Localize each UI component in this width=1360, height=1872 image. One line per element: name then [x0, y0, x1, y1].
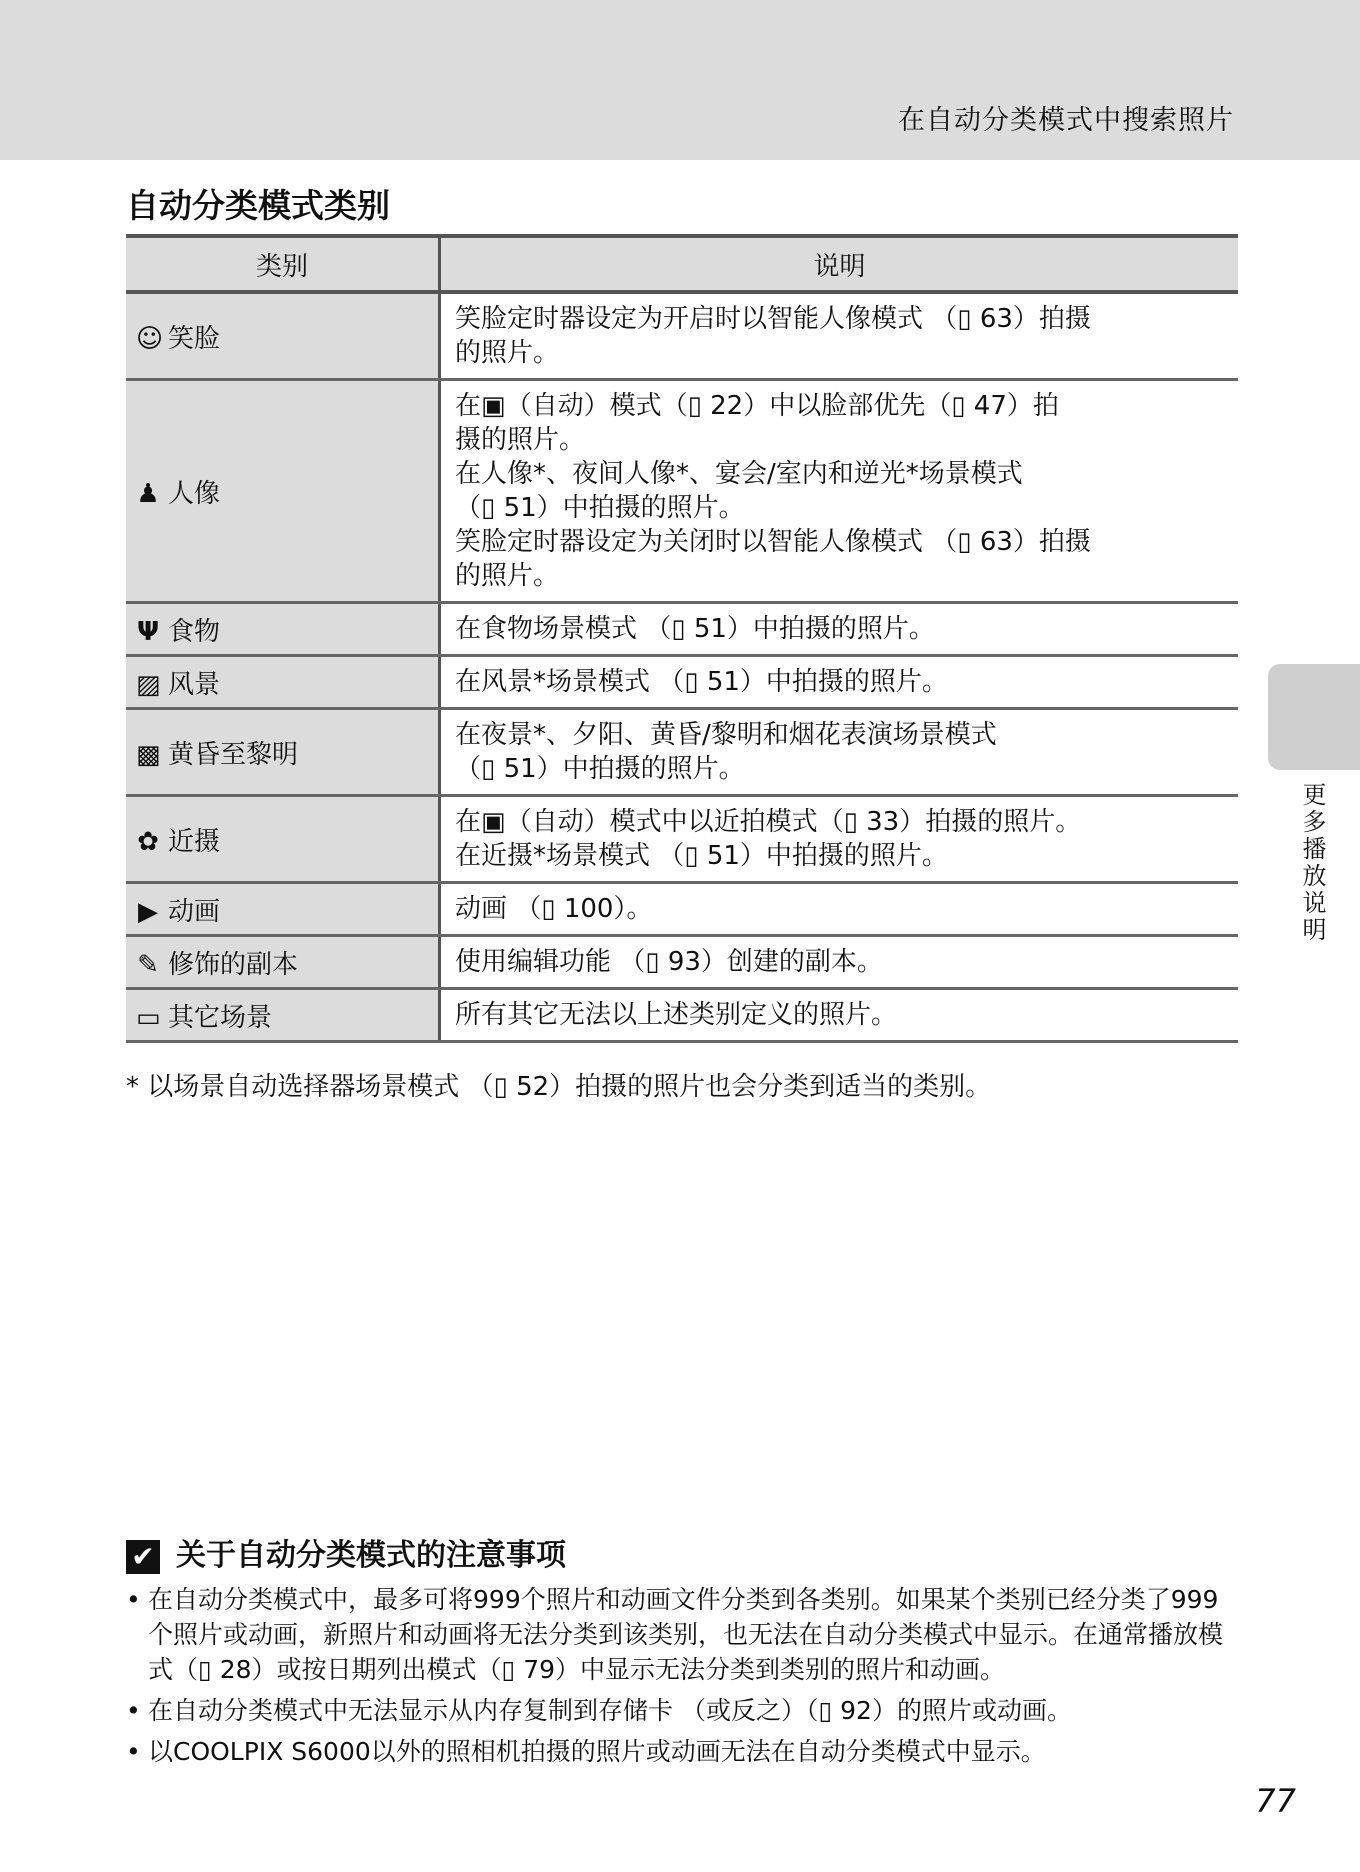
- category-cell: [126, 709, 440, 796]
- category-name: 修饰的副本: [168, 949, 299, 980]
- checkmark-icon: ✔: [126, 1540, 160, 1574]
- category-name: 其它场景: [168, 1002, 273, 1033]
- running-header: 在自动分类模式中搜索照片: [898, 105, 1234, 136]
- description-cell: [440, 883, 1239, 936]
- description-line: 在夜景*、夕阳、黄昏/黎明和烟花表演场景模式: [455, 720, 997, 750]
- page-number: 77: [1255, 1782, 1296, 1820]
- note-item: • 在自动分类模式中无法显示从内存复制到存储卡 （或反之）（▯ 92）的照片或动画。: [126, 1693, 1238, 1728]
- category-cell: [126, 380, 440, 603]
- table-row: [126, 796, 1238, 883]
- category-name: 人像: [168, 478, 221, 509]
- description-line: （▯ 51）中拍摄的照片。: [455, 754, 745, 784]
- note-title: 关于自动分类模式的注意事项: [176, 1538, 566, 1573]
- description-line: 在食物场景模式 （▯ 51）中拍摄的照片。: [455, 614, 935, 644]
- category-name: 笑脸: [168, 323, 221, 354]
- description-line: （▯ 51）中拍摄的照片。: [455, 493, 745, 523]
- description-cell: [440, 796, 1239, 883]
- description-cell: [440, 656, 1239, 709]
- category-name: 食物: [168, 616, 221, 647]
- category-icon: ☺: [136, 323, 164, 354]
- table-header-row: [126, 236, 1238, 292]
- description-cell: [440, 709, 1239, 796]
- column-header-description: 说明: [440, 236, 1239, 292]
- category-icon: Ψ: [136, 616, 160, 647]
- category-cell: [126, 936, 440, 989]
- section-title: 自动分类模式类别: [126, 186, 390, 225]
- side-tab-label: 更多播放说明: [1298, 782, 1326, 944]
- description-line: 动画 （▯ 100）。: [455, 894, 653, 924]
- description-line: 的照片。: [455, 338, 560, 368]
- table-row: [126, 656, 1238, 709]
- table-row: [126, 883, 1238, 936]
- category-icon: ✎: [137, 949, 159, 980]
- description-line: 笑脸定时器设定为开启时以智能人像模式 （▯ 63）拍摄: [455, 304, 1091, 334]
- description-line: 在近摄*场景模式 （▯ 51）中拍摄的照片。: [455, 841, 948, 871]
- description-line: 在风景*场景模式 （▯ 51）中拍摄的照片。: [455, 667, 948, 697]
- table-row: [126, 292, 1238, 380]
- description-cell: [440, 292, 1239, 380]
- description-line: 在人像*、夜间人像*、宴会/室内和逆光*场景模式: [455, 459, 1023, 489]
- category-cell: [126, 883, 440, 936]
- description-cell: [440, 936, 1239, 989]
- category-name: 动画: [168, 896, 221, 927]
- category-cell: [126, 603, 440, 656]
- category-icon: ▨: [136, 669, 161, 700]
- category-cell: [126, 796, 440, 883]
- category-name: 近摄: [168, 826, 221, 857]
- description-line: 的照片。: [455, 561, 560, 591]
- description-line: 所有其它无法以上述类别定义的照片。: [455, 1000, 898, 1030]
- description-line: 在▣（自动）模式（▯ 22）中以脸部优先（▯ 47）拍: [455, 391, 1059, 421]
- category-icon: ▶: [138, 896, 158, 927]
- category-name: 风景: [168, 669, 221, 700]
- note-heading: [126, 1530, 566, 1574]
- table-row: [126, 380, 1238, 603]
- category-icon: ▭: [136, 1002, 161, 1033]
- side-tab: [1268, 664, 1360, 770]
- description-line: 在▣（自动）模式中以近拍模式（▯ 33）拍摄的照片。: [455, 807, 1082, 837]
- footnote: * 以场景自动选择器场景模式 （▯ 52）拍摄的照片也会分类到适当的类别。: [126, 1072, 992, 1102]
- category-icon: ♟: [136, 478, 160, 509]
- description-line: 使用编辑功能 （▯ 93）创建的副本。: [455, 947, 883, 977]
- category-name: 黄昏至黎明: [168, 739, 299, 770]
- category-cell: [126, 989, 440, 1042]
- category-cell: [126, 292, 440, 380]
- category-icon: ▩: [136, 739, 161, 770]
- note-item: • 在自动分类模式中，最多可将999个照片和动画文件分类到各类别。如果某个类别已经分类了999个照片或动画，新照片和动画将无法分类到该类别，也无法在自动分类模式中显示。在通常播放模式（▯ 28）或按日期列出模式（▯ 79）中显示无法分类到类别的照片和动画。: [126, 1582, 1238, 1687]
- description-cell: [440, 989, 1239, 1042]
- description-cell: [440, 380, 1239, 603]
- table-row: [126, 936, 1238, 989]
- table-body: [126, 292, 1238, 1042]
- note-item: • 以COOLPIX S6000以外的照相机拍摄的照片或动画无法在自动分类模式中显示。: [126, 1734, 1238, 1769]
- category-cell: [126, 656, 440, 709]
- description-cell: [440, 603, 1239, 656]
- note-list: [126, 1582, 1238, 1775]
- table-row: [126, 989, 1238, 1042]
- category-icon: ✿: [137, 826, 159, 857]
- description-line: 笑脸定时器设定为关闭时以智能人像模式 （▯ 63）拍摄: [455, 527, 1091, 557]
- category-table: [126, 234, 1238, 1043]
- column-header-category: 类别: [126, 236, 440, 292]
- table-row: [126, 603, 1238, 656]
- description-line: 摄的照片。: [455, 425, 586, 455]
- table-row: [126, 709, 1238, 796]
